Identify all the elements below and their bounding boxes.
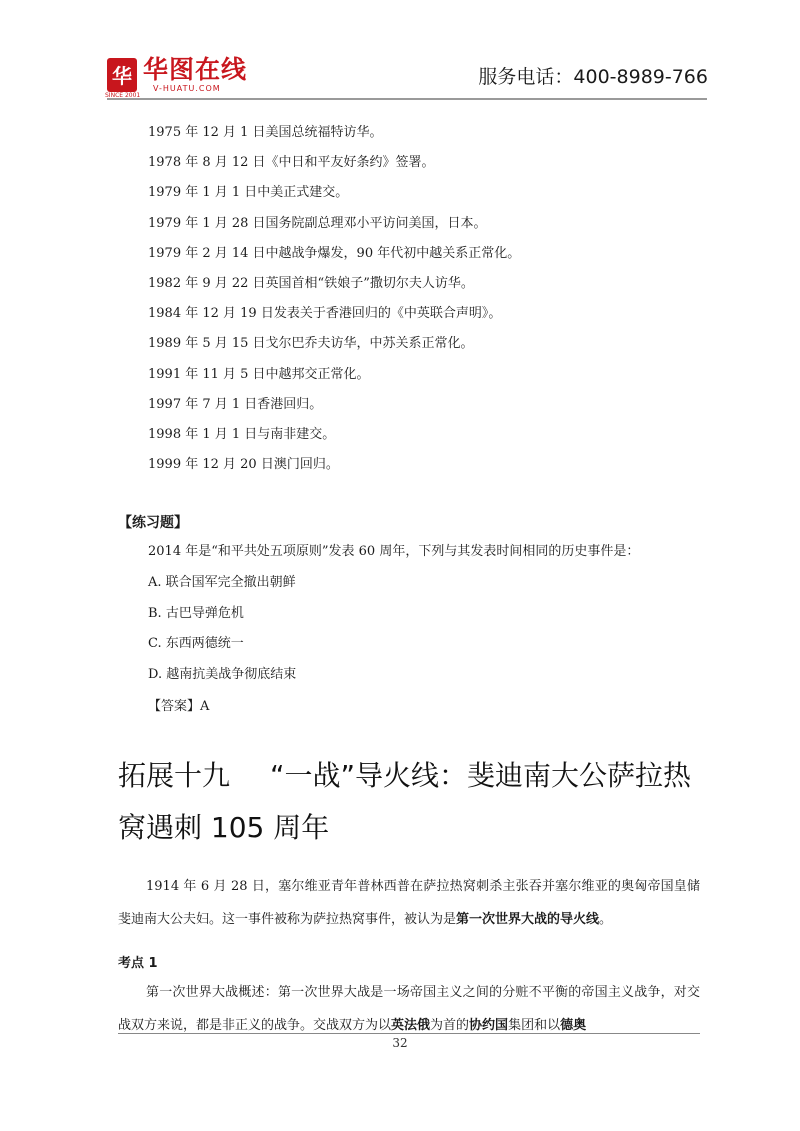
page-number: 32 (392, 1036, 408, 1050)
exercise-label: 【练习题】 (118, 515, 188, 531)
para2-bold-entente: 协约国 (469, 1018, 509, 1033)
event-item: 1979 年 1 月 28 日国务院副总理邓小平访问美国，日本。 (148, 215, 487, 231)
huatu-logo (105, 55, 248, 99)
para2-text-b: 为首的 (430, 1018, 470, 1033)
event-item: 1979 年 1 月 1 日中美正式建交。 (148, 185, 349, 201)
event-item: 1984 年 12 月 19 日发表关于香港回归的《中英联合声明》。 (148, 306, 502, 322)
para1-text: 1914 年 6 月 28 日，塞尔维亚青年普林西普在萨拉热窝刺杀主张吞并塞尔维亚的奥匈帝国皇储斐迪南大公夫妇。这一事件被称为萨拉热窝事件，被认为是 (118, 879, 700, 927)
event-item: 1978 年 8 月 12 日《中日和平友好条约》签署。 (148, 155, 435, 171)
footer-divider (118, 1033, 700, 1034)
event-item: 1998 年 1 月 1 日与南非建交。 (148, 426, 336, 442)
event-item: 1997 年 7 月 1 日香港回归。 (148, 396, 323, 412)
para2-bold-central: 德奥 (560, 1018, 587, 1033)
exercise-question: 2014 年是“和平共处五项原则”发表 60 周年，下列与其发表时间相同的历史事件是： (148, 544, 640, 559)
event-item: 1975 年 12 月 1 日美国总统福特访华。 (148, 125, 383, 140)
page-header (0, 0, 800, 100)
exercise-answer: 【答案】A (148, 699, 210, 714)
service-phone: 服务电话：400-8989-766 (478, 66, 708, 88)
para2-text-c: 集团和以 (508, 1018, 561, 1033)
event-item: 1982 年 9 月 22 日英国首相“铁娘子”撒切尔夫人访华。 (148, 275, 474, 291)
event-list (148, 118, 520, 480)
event-item: 1979 年 2 月 14 日中越战争爆发，90 年代初中越关系正常化。 (148, 245, 521, 261)
para1-bold: 第一次世界大战的导火线 (456, 912, 600, 927)
header-divider (107, 98, 707, 100)
para2-text: 第一次世界大战概述：第一次世界大战是一场帝国主义之间的分赃不平衡的帝国主义战争，对交战双方来说，都是非正义的战争。交战双方为以 (118, 985, 700, 1033)
section-label: 拓展十九 (118, 759, 231, 792)
section-title (118, 750, 718, 854)
option-b: B. 古巴导弹危机 (148, 605, 244, 621)
intro-paragraph (118, 870, 700, 936)
exercise-options (148, 568, 296, 690)
logo-cn: 华图在线 (143, 55, 248, 84)
para2-bold-allies: 英法俄 (391, 1018, 431, 1033)
option-c: C. 东西两德统一 (148, 636, 244, 651)
event-item: 1991 年 11 月 5 日中越邦交正常化。 (148, 366, 370, 382)
logo-en: V-HUATU.COM (153, 84, 221, 93)
logo-text (143, 56, 247, 93)
logo-since: SINCE 2001 (105, 92, 141, 99)
para1-end: 。 (599, 912, 613, 927)
event-item: 1989 年 5 月 15 日戈尔巴乔夫访华，中苏关系正常化。 (148, 336, 474, 352)
option-a: A. 联合国军完全撤出朝鲜 (148, 575, 296, 590)
option-d: D. 越南抗美战争彻底结束 (148, 666, 297, 682)
section-heading: “一战”导火线：斐迪南大公萨拉热窝遇刺 105 周年 (118, 759, 692, 844)
event-item: 1999 年 12 月 20 日澳门回归。 (148, 457, 339, 473)
key-point-label: 考点 1 (118, 956, 158, 971)
logo-mark-icon: 华 (107, 58, 137, 92)
